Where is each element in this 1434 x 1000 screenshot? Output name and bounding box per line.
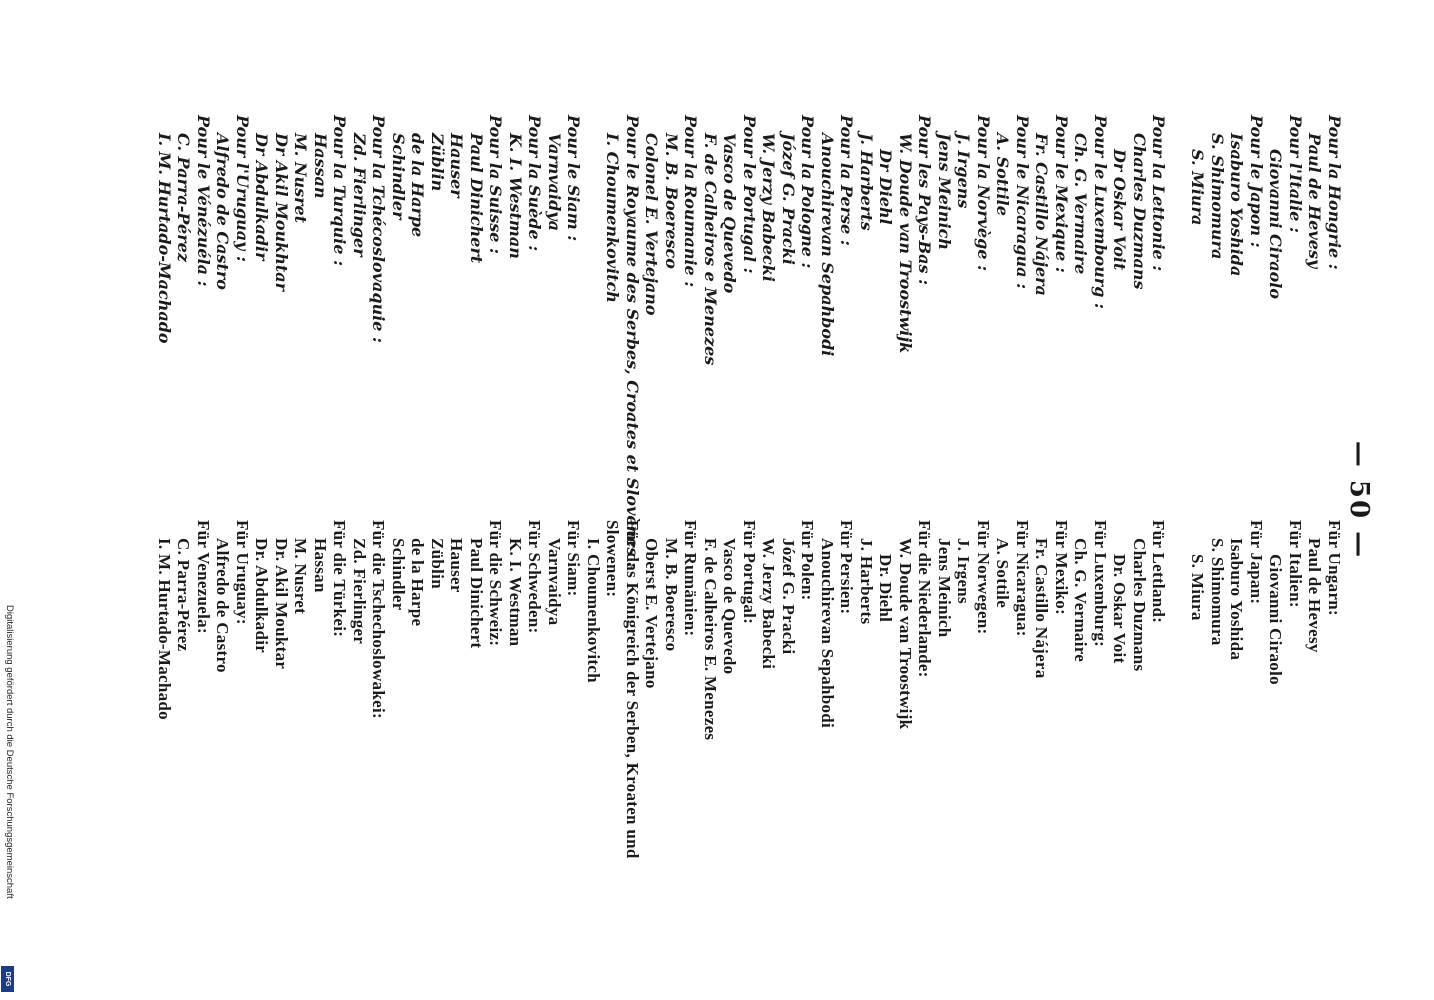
de-signatory-name: Dr. Akil Mouktar	[272, 538, 291, 670]
de-signatory-name: Giovanni Ciraolo	[1266, 554, 1286, 685]
de-signatory-name: F. de Calheiros E. Menezes	[701, 538, 720, 741]
fr-signatory-name: Varnvaidya	[545, 133, 564, 231]
fr-signatory-name: I. M. Hurtado-Machado	[155, 133, 174, 344]
watermark-strip	[2, 605, 16, 995]
de-signatory-name: C. Parra-Pérez	[174, 538, 194, 652]
fr-signatory-name: Józef G. Pracki	[779, 133, 798, 265]
de-country-heading: Für Italien:	[1286, 520, 1305, 608]
de-country-heading: Für die Tschechoslowakei:	[369, 520, 389, 719]
fr-country-heading: Pour le Mexique :	[1052, 115, 1071, 273]
fr-country-heading: Pour le Siam :	[564, 115, 584, 242]
fr-country-heading: Pour le Japon :	[1247, 115, 1266, 248]
fr-signatory-name: Dr Oskar Voit	[1110, 149, 1130, 271]
de-signatory-name: S. Shimomura	[1208, 538, 1227, 646]
de-country-heading: Für Japan:	[1247, 520, 1266, 605]
german-signatories-column	[155, 520, 1345, 1000]
de-country-heading: Für Nicaragua:	[1013, 520, 1032, 637]
fr-signatory-name: Ch. G. Vermaire	[1071, 133, 1091, 275]
fr-country-heading: Pour la Suisse :	[486, 115, 506, 254]
fr-signatory-name: Dr Diehl	[876, 149, 896, 225]
fr-signatory-name: Charles Duzmans	[1130, 133, 1149, 290]
fr-signatory-name: W. Doude van Troostwijk	[896, 133, 915, 354]
de-signatory-name: W. Doude van Troostwijk	[896, 538, 915, 730]
dfg-logo	[1, 966, 14, 992]
de-country-heading: Für Uruguay:	[233, 520, 252, 625]
fr-signatory-name: I. Choumenkovitch	[603, 133, 623, 303]
de-signatory-name: Zd. Fierlinger	[350, 538, 369, 645]
watermark-label: Digitalisierung gefördert durch die Deutsche Forschungsgemeinschaft	[4, 605, 15, 899]
de-signatory-name: A. Sottile	[993, 538, 1013, 609]
fr-signatory-name: Isaburo Yoshida	[1227, 133, 1247, 277]
fr-country-heading: Pour le Portugal :	[740, 115, 759, 274]
de-signatory-name: Dr. Abdulkadir	[252, 538, 272, 654]
fr-signatory-name: K. I. Westman	[506, 133, 525, 259]
fr-country-heading: Pour la Perse :	[837, 115, 857, 246]
fr-signatory-name: F. de Calheiros e Menezes	[701, 133, 720, 366]
de-signatory-name: Hassan	[311, 538, 330, 593]
de-signatory-name: Isaburo Yoshida	[1227, 538, 1247, 661]
de-country-heading: Für Siam:	[564, 520, 584, 597]
de-signatory-name: J. Irgens	[954, 538, 974, 604]
de-signatory-name: Anouchirevan Sepahbodi	[818, 538, 837, 729]
de-country-heading: Für Polen:	[798, 520, 818, 601]
de-signatory-name: W. Jerzy Babecki	[759, 538, 779, 670]
fr-country-heading: Pour la Suède :	[525, 115, 545, 252]
de-signatory-name: Józef G. Pracki	[779, 538, 798, 655]
de-signatory-name: M. B. Boeresco	[662, 538, 681, 652]
de-signatory-name: I. M. Hurtado-Machado	[155, 538, 174, 720]
de-signatory-name: Alfredo de Castro	[213, 538, 233, 673]
de-signatory-name: K. I. Westman	[506, 538, 525, 647]
fr-signatory-name: Dr Akil Moukhtar	[272, 133, 291, 292]
de-spacer	[1169, 520, 1189, 1000]
fr-signatory-name: Vasco de Quevedo	[720, 133, 740, 294]
de-country-heading: Für Norwegen:	[974, 520, 993, 635]
de-signatory-name: J. Harberts	[857, 538, 876, 625]
fr-signatory-name: Zd. Fierlinger	[350, 133, 369, 257]
de-signatory-name: Jens Meinich	[935, 538, 954, 638]
fr-country-heading: Pour la Turquie :	[330, 115, 350, 266]
fr-signatory-name: Hauser	[447, 133, 467, 198]
de-country-heading: Für Lettland:	[1149, 520, 1169, 624]
fr-signatory-name: Paul Dinichert	[467, 133, 486, 264]
de-signatory-name: Dr. Diehl	[876, 554, 896, 623]
fr-signatory-name: Schindler	[389, 133, 408, 220]
de-country-heading: Für Luxemburg:	[1091, 520, 1110, 648]
fr-country-heading: Pour la Tchécoslovaquie :	[369, 115, 389, 343]
fr-signatory-name: Alfredo de Castro	[213, 133, 233, 290]
fr-signatory-name: S. Miura	[1188, 149, 1208, 226]
fr-country-heading: Pour la Roumanie :	[681, 115, 701, 288]
fr-signatory-name: J. Irgens	[954, 133, 974, 209]
de-signatory-name: Paul de Hevesy	[1305, 538, 1325, 653]
fr-signatory-name: C. Parra-Pérez	[174, 133, 194, 262]
de-signatory-name: Hauser	[447, 538, 467, 593]
fr-signatory-name: Dr Abdulkadir	[252, 133, 272, 261]
fr-signatory-name: Züblin	[428, 133, 447, 192]
de-signatory-name: S. Miura	[1188, 554, 1208, 621]
de-country-heading: Für Rumänien:	[681, 520, 701, 637]
de-signatory-name: Varnvaidya	[545, 538, 564, 626]
de-country-heading: Für Persien:	[837, 520, 857, 615]
de-country-heading: Für Portugal:	[740, 520, 759, 625]
page-number: — 50 —	[1344, 440, 1374, 560]
de-signatory-name: Züblin	[428, 538, 447, 589]
de-signatory-name: Schindler	[389, 538, 408, 611]
fr-country-heading: Pour la Hongrie :	[1325, 115, 1344, 270]
fr-country-heading: Pour la Lettonie :	[1149, 115, 1169, 272]
de-signatory-name: Charles Duzmans	[1130, 538, 1149, 672]
de-signatory-name: de la Harpe	[408, 538, 428, 627]
de-country-heading: Für die Niederlande:	[915, 520, 935, 678]
dfg-logo-text: DFG	[4, 971, 11, 987]
fr-signatory-name: Colonel E. Vertejano	[642, 133, 662, 316]
fr-signatory-name: M. B. Boeresco	[662, 133, 681, 269]
de-country-heading: Für Venezuela:	[194, 520, 213, 634]
de-signatory-name: Fr. Castillo Nájera	[1032, 538, 1052, 679]
de-country-heading: Für Schweden:	[525, 520, 545, 634]
fr-signatory-name: Hassan	[311, 133, 330, 199]
fr-country-heading: Pour l'Uruguay :	[233, 115, 252, 262]
fr-country-heading: Pour le Nicaragua :	[1013, 115, 1032, 290]
de-country-heading: Slowenen:	[603, 520, 623, 598]
fr-country-heading: Pour les Pays-Bas :	[915, 115, 935, 286]
fr-country-heading: Pour le Vénézuéla :	[194, 115, 213, 287]
fr-signatory-name: S. Shimomura	[1208, 133, 1227, 260]
de-signatory-name: M. Nusret	[291, 538, 311, 615]
fr-signatory-name: Fr. Castillo Nájera	[1032, 133, 1052, 296]
fr-signatory-name: W. Jerzy Babecki	[759, 133, 779, 282]
fr-country-heading: Pour la Norvège :	[974, 115, 993, 271]
de-signatory-name: I. Choumenkovitch	[584, 538, 603, 683]
fr-signatory-name: Giovanni Ciraolo	[1266, 149, 1286, 300]
fr-signatory-name: J. Harberts	[857, 133, 876, 231]
fr-signatory-name: M. Nusret	[291, 133, 311, 224]
de-signatory-name: Dr. Oskar Voit	[1110, 554, 1130, 664]
de-country-heading: Für das Königreich der Serben, Kroaten und	[623, 520, 642, 859]
fr-signatory-name: Paul de Hevesy	[1305, 133, 1325, 269]
de-signatory-name: Ch. G. Vermaire	[1071, 538, 1091, 663]
fr-country-heading: Pour l'Italie :	[1286, 115, 1305, 233]
de-country-heading: Für Ungarn:	[1325, 520, 1344, 617]
de-country-heading: Für die Schweiz:	[486, 520, 506, 647]
de-signatory-name: Paul Dinichert	[467, 538, 486, 649]
fr-country-heading: Pour le Royaume des Serbes, Croates et Slovènes :	[623, 115, 642, 568]
fr-country-heading: Pour le Luxembourg :	[1091, 115, 1110, 309]
de-country-heading: Für die Türkei:	[330, 520, 350, 638]
fr-country-heading: Pour la Pologne :	[798, 115, 818, 269]
fr-signatory-name: Anouchirevan Sepahbodi	[818, 133, 837, 357]
fr-signatory-name: de la Harpe	[408, 133, 428, 238]
de-signatory-name: Oberst E. Vertejano	[642, 538, 662, 689]
de-country-heading: Für Mexiko:	[1052, 520, 1071, 616]
de-signatory-name: Vasco de Quevedo	[720, 538, 740, 675]
fr-signatory-name: Jens Meinich	[935, 133, 954, 251]
fr-signatory-name: A. Sottile	[993, 133, 1013, 216]
